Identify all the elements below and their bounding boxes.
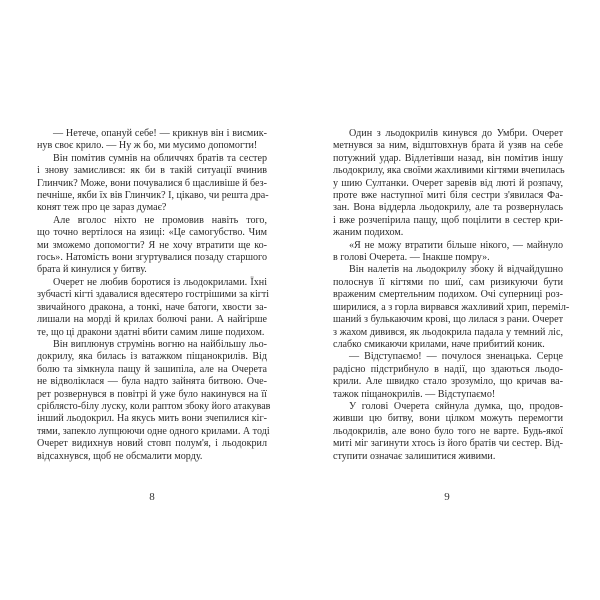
text-line: лишали на морді й крилах болючі рани. А найгірше [37, 314, 267, 326]
text-line: сріблясто-білу луску, коли раптом збоку його атакував [37, 400, 271, 412]
text-line: тажок піщанокрилів. — Відступаємо! [333, 388, 496, 400]
text-line: не відволіклася — була надто зайнята битвою. Оче- [37, 376, 267, 388]
text-line: ступити означає залишитися живими. [333, 450, 496, 462]
text-line: зан. Вона віддерла льодокрилу, але та розвернулась [333, 202, 563, 214]
text-line: ширилися, а з горла вирвався жахливий хрип, переміл- [333, 301, 570, 313]
text-line: слабко смикаючи крилами, наче прибитий коник. [333, 338, 545, 350]
text-line: радісно підстрибнуло в надії, що здаються льодо- [333, 363, 563, 375]
text-line: відсахнувся, щоб не обсмалити морду. [37, 450, 203, 462]
text-line: — Відступаємо! — почулося зненацька. Серце [349, 351, 563, 363]
page-number-right: 9 [444, 491, 450, 503]
text-line: — Нетече, опануй себе! — крикнув він і висмик- [53, 128, 267, 139]
text-line: враженим смертельним подихом. Очі суперниці роз- [333, 289, 563, 301]
text-line: тями, запекло лупцюючи одне одного крилами. А тоді [37, 425, 270, 437]
text-line: нув своє крило. — Ну ж бо, ми мусимо допомогти! [37, 140, 258, 152]
text-line: гось». Натомість вони згуртувалися позаду старшого [37, 252, 267, 264]
text-line: проте вже наступної миті біля сестри з'явилася Фа- [333, 190, 563, 202]
text-line: і вже розчепірила пащу, щоб поцілити в сестер кри- [333, 214, 563, 226]
text-line: У голові Очерета сяйнула думка, що, продов- [349, 400, 563, 412]
right-page-text [333, 128, 570, 463]
text-line: зубчасті кігті здавалися вдесятеро гострішими за кігті [37, 289, 270, 301]
text-line: і знову замислився: як би в такій ситуації вчинив [37, 165, 267, 177]
text-line: Очерет видихнув новий стовп полум'я, і льодокрил [37, 438, 267, 450]
text-line: Але вголос ніхто не промовив навіть того, [53, 214, 267, 226]
page-number-left: 8 [149, 491, 155, 503]
text-line: інший льодокрил. На якусь мить вони зчепилися кіг- [37, 413, 267, 425]
text-line: Він помітив сумнів на обличчях братів та сестер [53, 152, 267, 164]
text-line: Глинчик? Може, вони почувалися б щасливіше й без- [37, 177, 267, 189]
text-line: «Я не можу втратити більше нікого, — майнуло [349, 239, 563, 251]
text-line: конят теж про це зараз думає? [37, 202, 167, 214]
text-line: льодокрилів, але воно було того не варте. Будь-якої [333, 425, 563, 437]
text-line: те, що ці дракони здатні вбити самим лише подихом. [37, 326, 265, 338]
text-line: Очерет не любив боротися із льодокрилами. Їхні [53, 276, 267, 288]
text-line: Один з льодокрилів кинувся до Умбри. Очерет [349, 128, 563, 139]
text-line: живши цю битву, вони цілком можуть перемогти [333, 413, 563, 425]
text-line: льодокрилу, яка своїми жахливими кігтями вчепилась [333, 165, 565, 177]
text-line: докрилу, яка билась із ватажком піщанокрилів. Від [37, 351, 267, 363]
text-line: ми зможемо допомогти? Я не хочу втратити ще ко- [37, 239, 267, 251]
text-line: болю та зімкнула пащу й зашипіла, але на Очерета [37, 363, 267, 375]
text-line: рет розвернувся в повітрі й уже було накинувся на її [37, 388, 267, 400]
text-line: миті міг загинути хтось із його братів чи сестер. Від- [333, 438, 563, 450]
text-line: звичайного дракона, а тонкі, наче батоги, хвости за- [37, 301, 267, 313]
text-line: брата й кинулися у битву. [37, 264, 147, 276]
text-line: потужний удар. Відлетівши назад, він помітив іншу [333, 152, 563, 164]
text-line: шаний з булькаючим крові, що лилася з рани. Очерет [333, 314, 563, 326]
text-line: з жахом дивився, як льодокрила падала у темний ліс, [333, 326, 563, 338]
text-line: жаним подихом. [333, 227, 404, 239]
left-page-text [37, 128, 271, 463]
text-line: метнувся за ним, відштовхнув брата й узяв на себе [333, 140, 563, 152]
text-line: що точно вертілося на язиці: «Це самогубство. Чим [37, 227, 267, 239]
text-line: Він виплюнув струмінь вогню на найбільшу льо- [53, 338, 267, 350]
text-line: печніше, якби їх вів Глинчик? І, цікаво, чи решта дра- [37, 190, 269, 202]
text-line: у шию Султанки. Очерет заревів від люті й розпачу, [333, 177, 563, 189]
text-line: крили. Але швидко стало зрозуміло, що кричав ва- [333, 376, 563, 388]
text-line: Він налетів на льодокрилу збоку й відчайдушно [349, 264, 563, 276]
text-line: полоснув її кігтями по шиї, сам ризикуючи бути [333, 276, 563, 288]
text-line: в голові Очерета. — Інакше помру». [333, 252, 490, 264]
